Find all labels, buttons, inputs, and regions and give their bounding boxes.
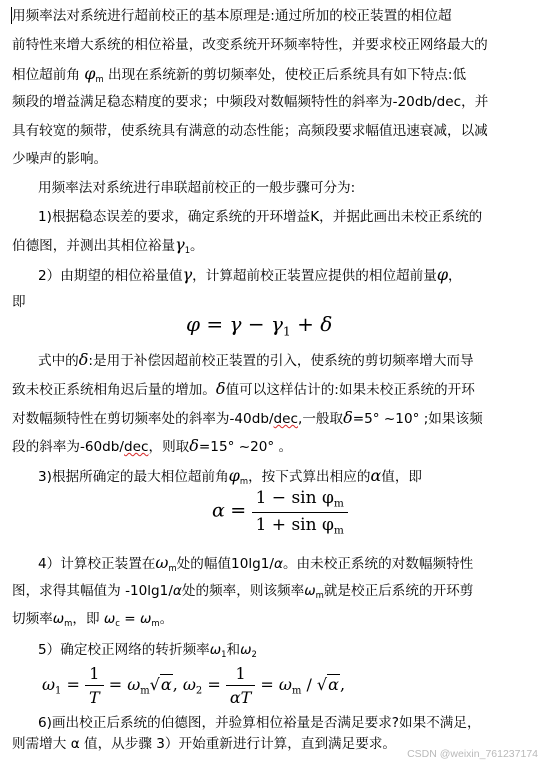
phi-symbol: φ: [84, 64, 96, 83]
para2-intro: 用频率法对系统进行串联超前校正的一般步骤可分为:: [38, 180, 356, 196]
step2-line4: 致未校正系统相角迟后量的增加。δ值可以这样估计的:如果未校正系统的开环: [12, 379, 475, 398]
step2-line1: 2）由期望的相位裕量值γ，计算超前校正装置应提供的相位超前量φ，: [38, 265, 462, 284]
para1-line2: 前特性来增大系统的相位裕量，改变系统开环频率特性，并要求校正网络最大的: [12, 37, 488, 53]
equation-alpha: α = $\frac{1 - \sin \varphi_m}{1 + \sin \varphi_m}$: [212, 488, 348, 536]
step4-line1: 4）计算校正装置在$\omega_m$处的幅值10lg1/α。由未校正系统的对数幅频特性: [38, 553, 474, 573]
step4-line3: 切频率$\omega_m$，即 $\omega_c = \omega_m$。: [12, 611, 174, 628]
step6-line1: 6)画出校正后系统的伯德图，并验算相位裕量是否满足要求?如果不满足，: [38, 715, 481, 731]
step2-line3: 式中的δ:是用于补偿因超前校正装置的引入，使系统的剪切频率增大而导: [38, 350, 474, 369]
equation-omega: $\omega_1$ = $\frac{1}{T}$ = $\omega_m√\alpha$, $\omega_2$ = $\frac{1}{\alpha T}$ = $\omega_m / √\alpha$,: [42, 664, 346, 707]
para1-line6: 少噪声的影响。: [12, 151, 108, 167]
step2-line5: 对数幅频特性在剪切频率处的斜率为-40db/dec,一般取δ=5° ~10° ;如果该频: [12, 408, 483, 427]
step5-line1: 5）确定校正网络的转折频率$\omega_1$和$\omega_2$: [38, 642, 257, 659]
step4-line2: 图，求得其幅值为 -10lg1/α处的频率，则该频率$\omega_m$就是校正后系统的开环剪: [12, 583, 474, 600]
para1-line1: 用频率法对系统进行超前校正的基本原理是:通过所加的校正装置的相位超: [12, 8, 452, 24]
para1-line5: 具有较宽的频带，使系统具有满意的动态性能；高频段要求幅值迅速衰减，以减: [12, 123, 488, 139]
step3-line1: 3)根据所确定的最大相位超前角$\varphi_m$，按下式算出相应的α值，即: [38, 466, 423, 486]
step2-line2: 即: [12, 294, 26, 310]
step1-line2: 伯德图，并测出其相位裕量$\gamma_1$。: [12, 235, 204, 255]
step6-line2: 则需增大 α 值，从步骤 3）开始重新进行计算，直到满足要求。: [12, 736, 397, 752]
equation-phi: $\varphi = \gamma - \gamma_1 + \delta$: [186, 312, 333, 339]
step2-line6: 段的斜率为-60db/dec，则取δ=15° ~20° 。: [12, 436, 293, 455]
watermark: CSDN @weixin_761237174: [407, 748, 538, 760]
para1-line4: 频段的增益满足稳态精度的要求；中频段对数幅频特性的斜率为-20db/dec，并: [12, 94, 489, 110]
gamma-symbol: γ: [175, 235, 185, 254]
step1-line1: 1)根据稳态误差的要求，确定系统的开环增益K，并据此画出未校正系统的: [38, 209, 483, 225]
para1-line3: 相位超前角 $\varphi_m$ 出现在系统新的剪切频率处，使校正后系统具有如下特点:低: [12, 64, 467, 84]
